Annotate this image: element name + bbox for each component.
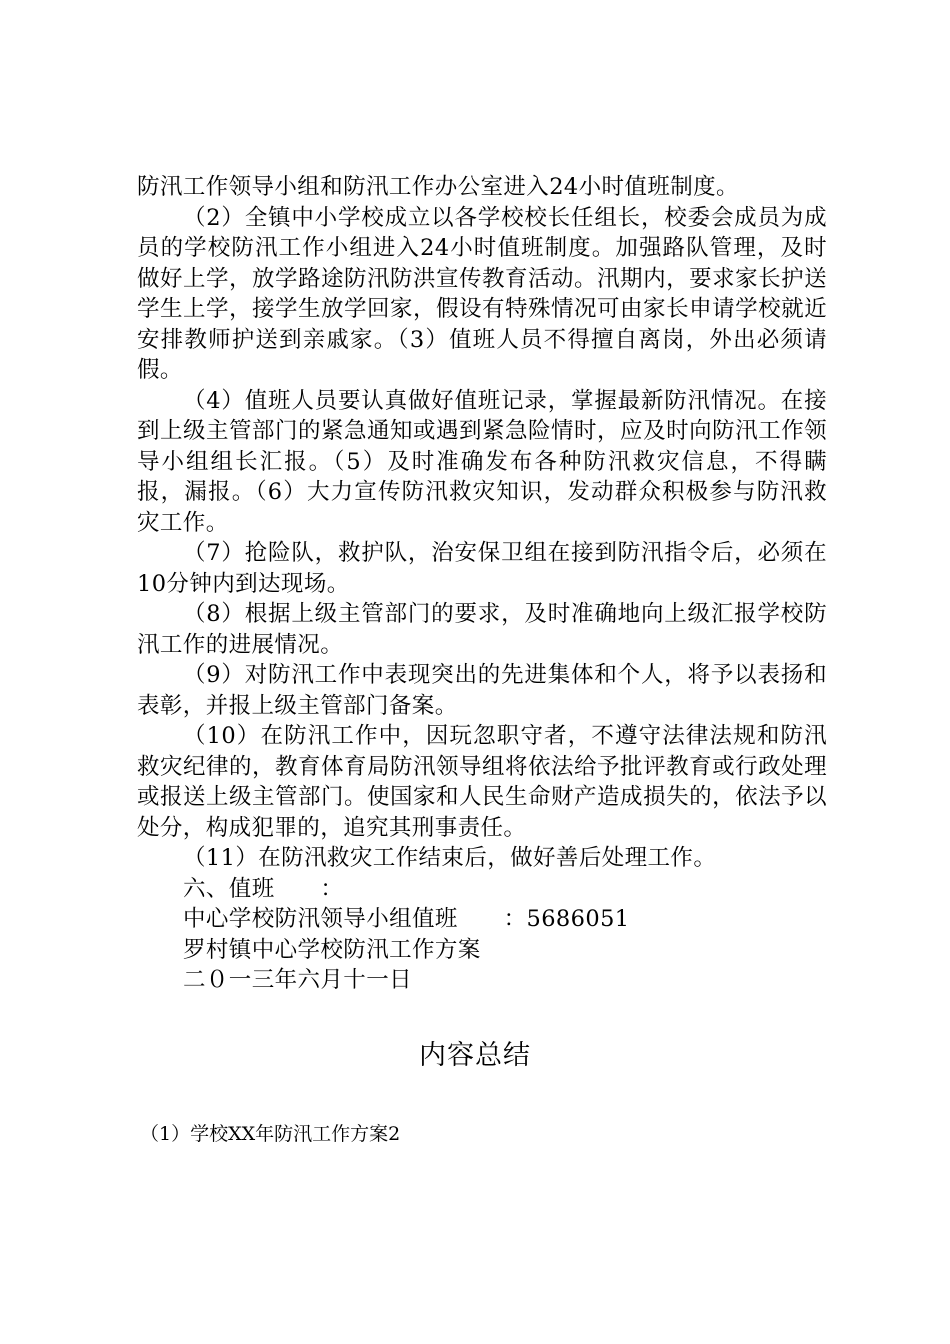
document-name-line: 罗村镇中心学校防汛工作方案 bbox=[183, 936, 481, 963]
paragraph-8: （11）在防汛救灾工作结束后，做好善后处理工作。 bbox=[183, 845, 717, 871]
summary-item: （1）学校XX年防汛工作方案2 bbox=[140, 1123, 401, 1145]
paragraph-2: （2）全镇中小学校成立以各学校校长任组长，校委会成员为成员的学校防汛工作小组进入24小时值班制度。加强路队管理，及时做好上学，放学路途防汛防洪宣传教育活动。汛期内，要求家长护送学生上学，接学生放学回家，假设有特殊情况可由家长申请学校就近安排教师护送到亲戚家。（3）值班人员不得擅自离岗，外出必须请假。 bbox=[137, 204, 827, 383]
paragraph-1: 防汛工作领导小组和防汛工作办公室进入24小时值班制度。 bbox=[137, 174, 739, 200]
paragraph-5: （8）根据上级主管部门的要求，及时准确地向上级汇报学校防汛工作的进展情况。 bbox=[137, 601, 827, 658]
duty-phone-line: 中心学校防汛领导小组值班 ：5686051 bbox=[183, 906, 630, 932]
paragraph-7: （10）在防汛工作中，因玩忽职守者，不遵守法律法规和防汛救灾纪律的，教育体育局防汛领导组将依法给予批评教育或行政处理或报送上级主管部门。使国家和人民生命财产造成损失的，依法予以处分，构成犯罪的，追究其刑事责任。 bbox=[137, 723, 827, 841]
paragraph-3: （4）值班人员要认真做好值班记录，掌握最新防汛情况。在接到上级主管部门的紧急通知或遇到紧急险情时，应及时向防汛工作领导小组组长汇报。（5）及时准确发布各种防汛救灾信息，不得瞒报，漏报。（6）大力宣传防汛救灾知识，发动群众积极参与防汛救灾工作。 bbox=[137, 387, 827, 536]
paragraph-6: （9）对防汛工作中表现突出的先进集体和个人，将予以表扬和表彰，并报上级主管部门备案。 bbox=[137, 662, 827, 719]
document-date-line: 二０一三年六月十一日 bbox=[183, 967, 413, 993]
paragraph-4: （7）抢险队，救护队，治安保卫组在接到防汛指令后，必须在10分钟内到达现场。 bbox=[137, 540, 827, 597]
document-body bbox=[137, 172, 827, 996]
summary-title: 内容总结 bbox=[419, 1040, 531, 1071]
duty-heading: 六、值班 ： bbox=[183, 875, 344, 902]
